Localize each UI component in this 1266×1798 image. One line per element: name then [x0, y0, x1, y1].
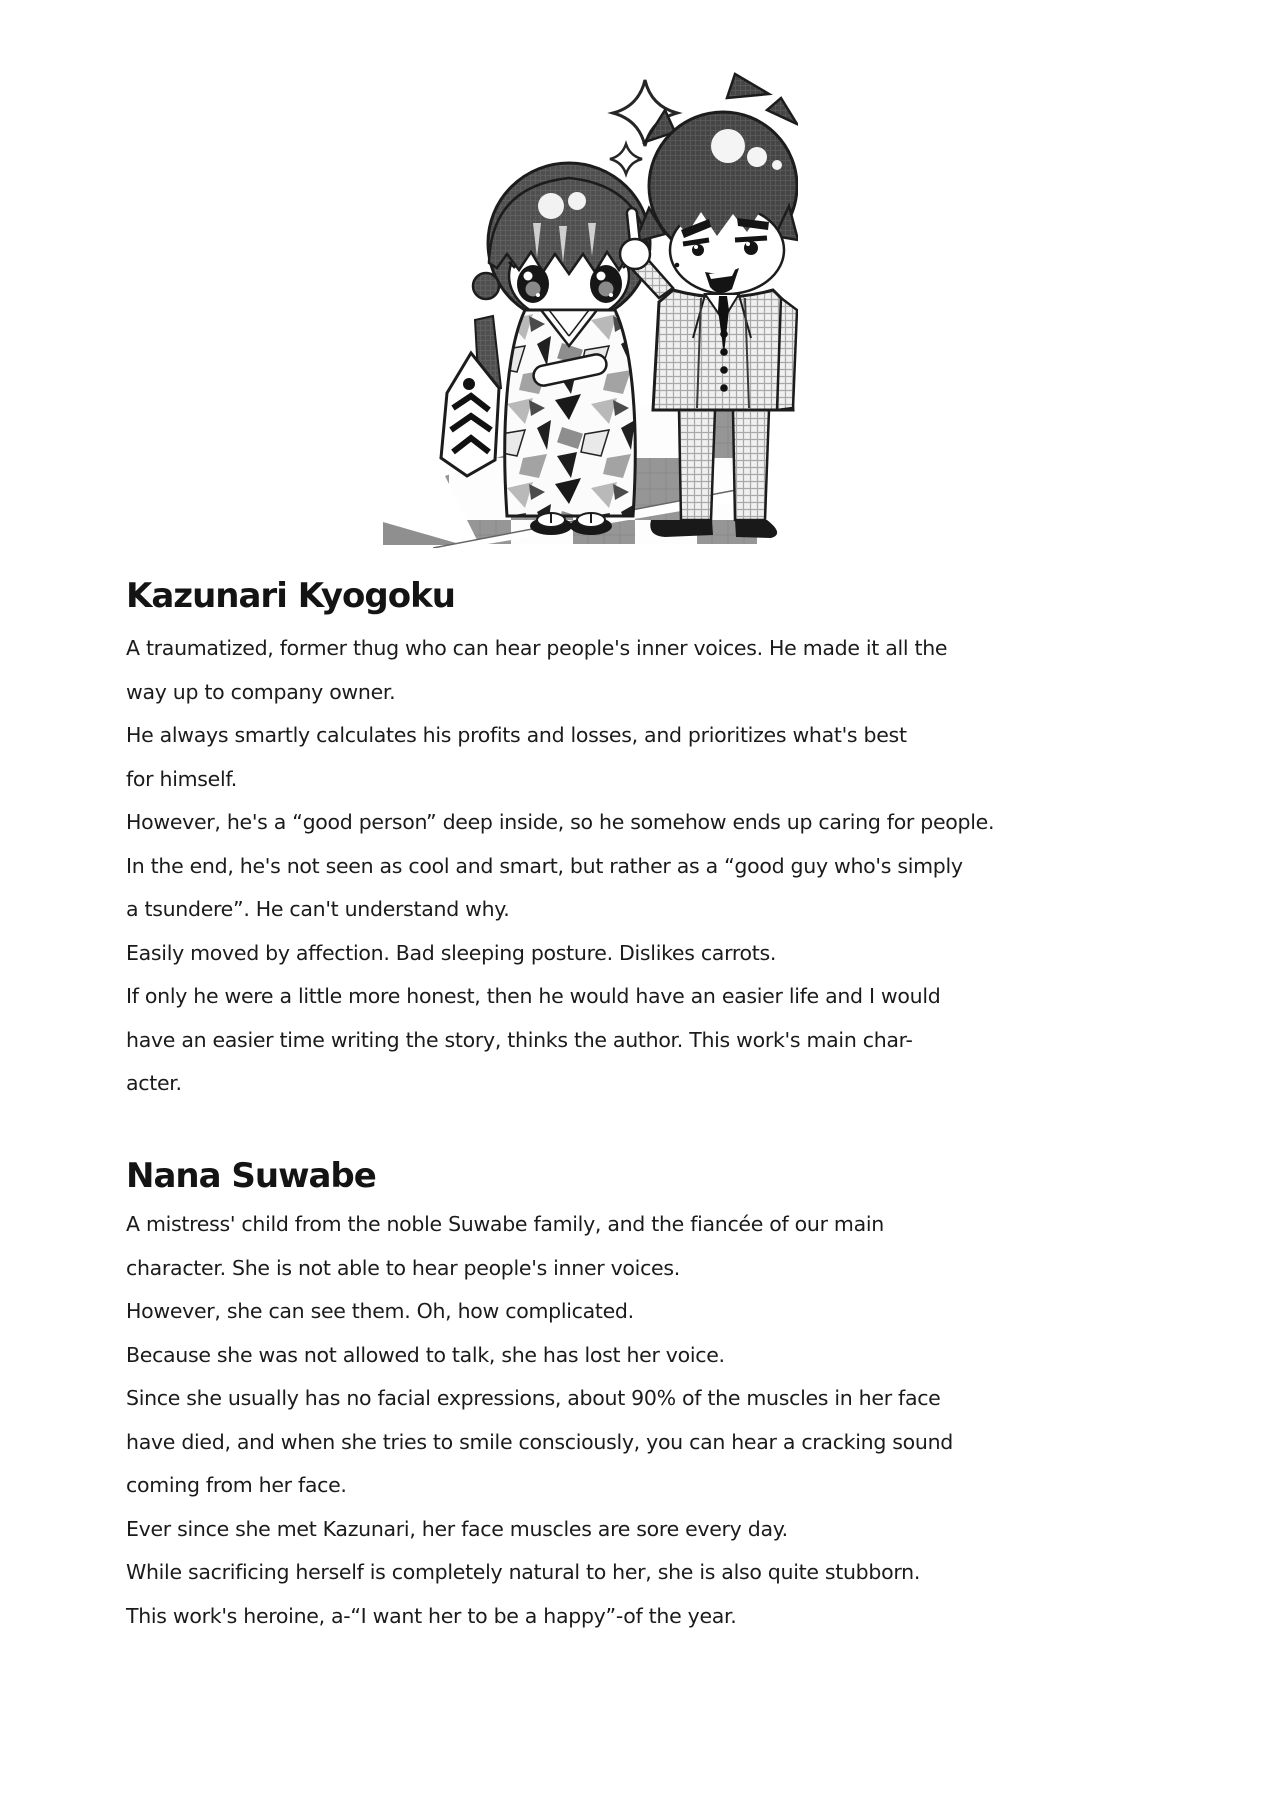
- chibi-couple-illustration: [383, 58, 798, 548]
- text-line: He always smartly calculates his profits and losses, and prioritizes what's best: [126, 723, 907, 747]
- text-line: way up to company owner.: [126, 679, 396, 704]
- text-line: In the end, he's not seen as cool and smart, but rather as a “good guy who's simply: [126, 853, 963, 878]
- text-line: Since she usually has no facial expressions, about 90% of the muscles in her face: [126, 1386, 941, 1410]
- section-heading-kazunari: Kazunari Kyogoku: [126, 576, 455, 616]
- text-line: A traumatized, former thug who can hear people's inner voices. He made it all the: [126, 636, 948, 660]
- text-line: However, he's a “good person” deep inside, so he somehow ends up caring for people.: [126, 810, 995, 834]
- text-line: Because she was not allowed to talk, she has lost her voice.: [126, 1342, 725, 1367]
- text-line: A mistress' child from the noble Suwabe family, and the fiancée of our main: [126, 1212, 884, 1236]
- text-line: coming from her face.: [126, 1473, 347, 1497]
- text-line: acter.: [126, 1071, 182, 1095]
- text-line: While sacrificing herself is completely natural to her, she is also quite stubborn.: [126, 1560, 921, 1584]
- text-line: for himself.: [126, 766, 237, 791]
- text-line: have died, and when she tries to smile consciously, you can hear a cracking sound: [126, 1429, 953, 1454]
- text-line: character. She is not able to hear people's inner voices.: [126, 1255, 680, 1280]
- section-body-kazunari: [126, 627, 994, 1106]
- section-body-nana: [126, 1203, 953, 1638]
- section-heading-nana: Nana Suwabe: [126, 1156, 376, 1196]
- text-line: However, she can see them. Oh, how complicated.: [126, 1299, 634, 1323]
- text-line: have an easier time writing the story, thinks the author. This work's main char-: [126, 1027, 913, 1052]
- text-line: If only he were a little more honest, then he would have an easier life and I would: [126, 984, 941, 1008]
- sparkle-icon-small: [610, 144, 642, 174]
- text-line: Easily moved by affection. Bad sleeping posture. Dislikes carrots.: [126, 940, 777, 965]
- text-line: a tsundere”. He can't understand why.: [126, 897, 510, 921]
- text-line: This work's heroine, a-“I want her to be a happy”-of the year.: [126, 1603, 737, 1628]
- text-line: Ever since she met Kazunari, her face muscles are sore every day.: [126, 1516, 788, 1541]
